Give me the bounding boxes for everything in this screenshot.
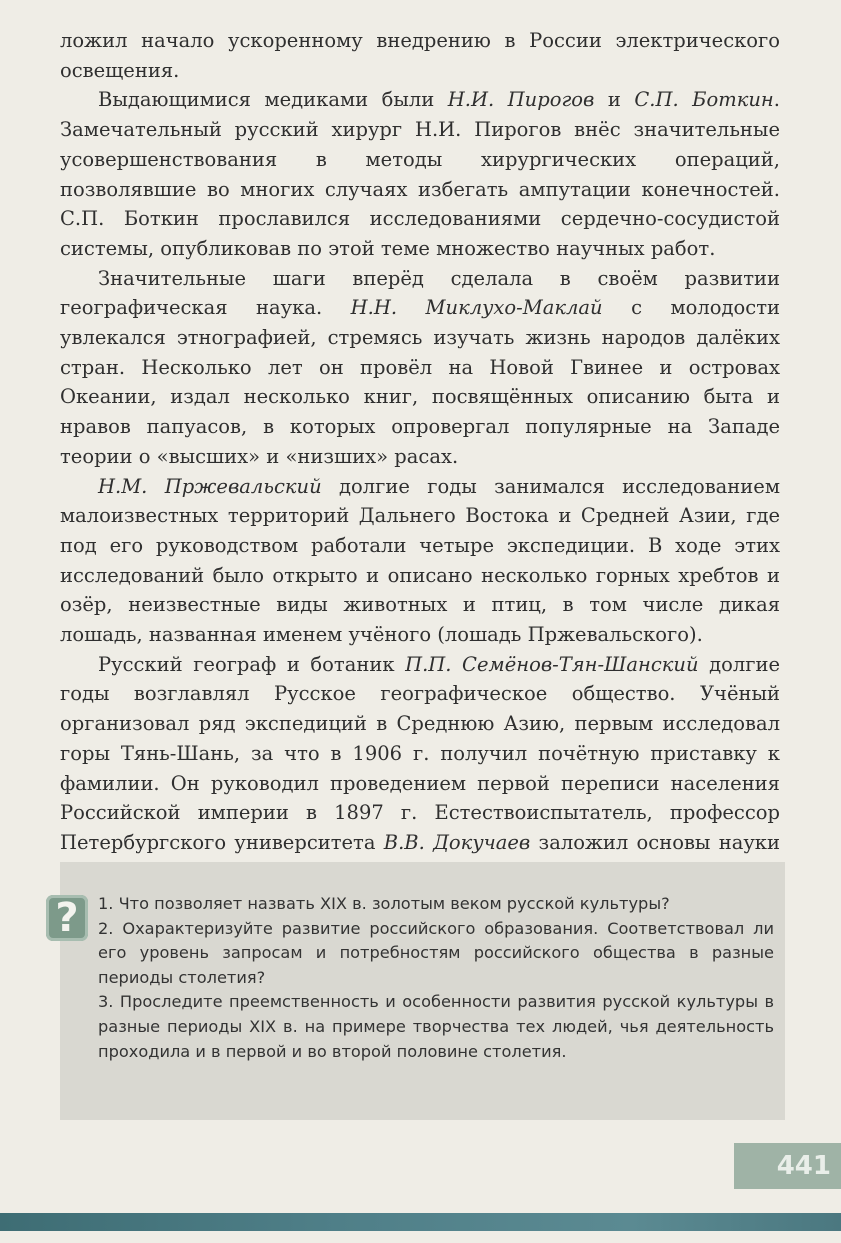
question-item: 1. Что позволяет назвать XIX в. золотым веком русской культуры? [98,894,670,913]
page-number: 441 [776,1151,831,1181]
text-run: Выдающимися медиками были [98,88,448,112]
questions-list [98,892,774,1064]
text-run: Русский географ и ботаник [98,652,406,676]
question-item: 3. Проследите преемственность и особенности развития русской культуры в разные периоды XIX в. на примере творчества тех людей, чья деятельность проходила и в первой и во второй половине столетия. [98,992,774,1061]
text-run: ложил начало ускоренному внедрению в России электрического освещения. [60,29,780,82]
person-name: П.П. Семёнов-Тян-Шанский [405,652,699,676]
text-run: и [594,88,635,112]
text-run: долгие годы занимался исследованием малоизвестных территорий Дальнего Востока и Средней Азии, где под его руководством работали четыре экспедиции. В ходе этих исследований было открыто и описано несколько горных хребтов и озёр, неизвестные виды животных и птиц, в том числе дикая лошадь, названная именем учёного (лошадь Пржевальского). [60,474,780,647]
text-run: долгие годы возглавлял Русское географическое общество. Учёный организовал ряд экспедиций в Среднюю Азию, первым исследовал горы Тянь-Шань, за что в 1906 г. получил почётную приставку к фамилии. Он руководил проведением первой переписи населения Российской империи в 1897 г. Естествоиспытатель, профессор Петербургского университета [60,652,780,854]
person-name: Н.И. Пирогов [447,88,595,112]
text-run: . Замечательный русский хирург Н.И. Пирогов внёс значительные усовершенствования в методы хирургических операций, позволявшие во многих случаях избегать ампутации конечностей. С.П. Боткин прославился исследованиями сердечно-сосудистой системы, опубликовав по этой теме множество научных работ. [60,88,780,260]
person-name: В.В. Докучаев [383,830,531,854]
person-name: Н.М. Пржевальский [98,474,322,498]
main-text [60,26,780,887]
question-mark-icon: ? [46,895,88,941]
person-name: Н.Н. Миклухо-Маклай [350,296,603,320]
question-item: 2. Охарактеризуйте развитие российского образования. Соответствовал ли его уровень запросам и потребностям российского общества в разные периоды столетия? [98,918,774,987]
text-paragraph [60,26,780,85]
text-paragraph [60,264,780,472]
text-run: заложил основы науки [538,830,780,854]
bottom-decorative-bar [0,1213,841,1231]
page-number-tab [734,1143,841,1189]
text-paragraph [60,472,780,650]
text-paragraph [60,85,780,263]
text-run: с молодости увлекался этнографией, стремясь изучать жизнь народов далёких стран. Несколько лет он провёл на Новой Гвинее и островах Океании, издал несколько книг, посвящённых описанию быта и нравов папуасов, в которых опровергал популярные на Западе теории о «высших» и «низших» расах. [60,296,780,468]
text-paragraph [60,650,780,888]
person-name: С.П. Боткин [634,88,774,112]
text-run: Значительные шаги вперёд сделала в своём развитии географическая наука. [60,266,780,320]
